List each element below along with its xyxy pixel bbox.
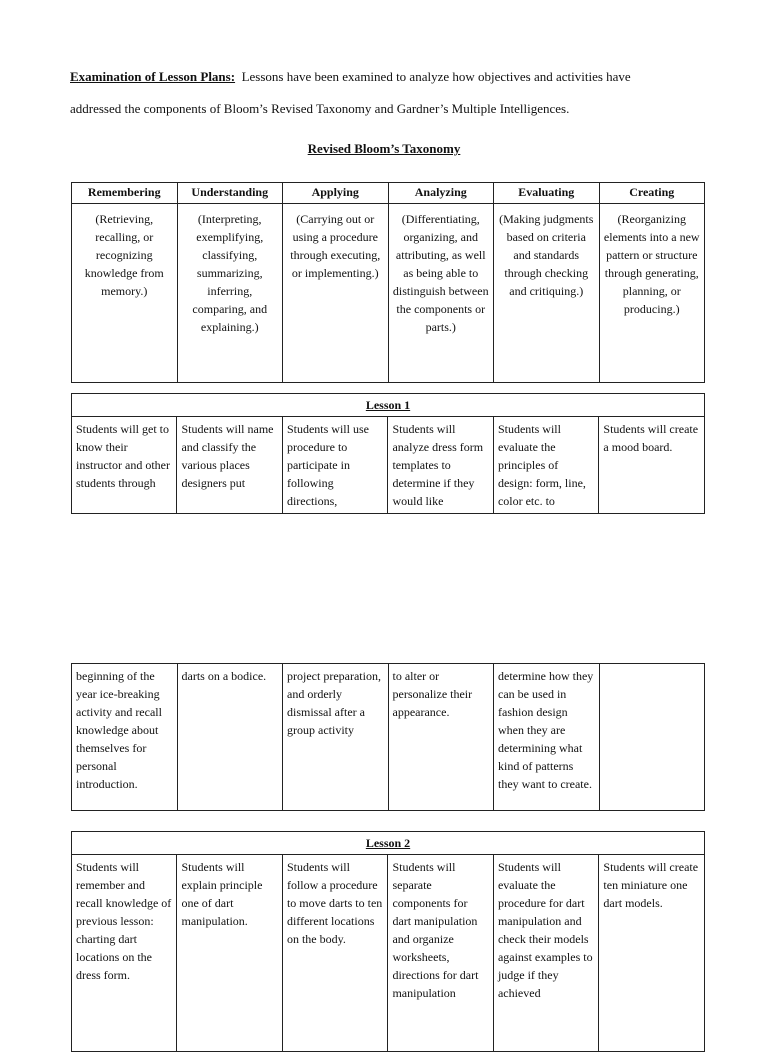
lesson-2-analyzing: Students will separate components for dart manipulation and organize worksheets, directions for dart manipulation [388, 855, 493, 1052]
lesson-1-cont-applying: project preparation, and orderly dismissal after a group activity [283, 664, 389, 811]
table-row [72, 417, 705, 514]
table-header-row [72, 183, 705, 204]
header-understanding: Understanding [177, 183, 283, 204]
lesson-2-title: Lesson 2 [72, 832, 705, 855]
table-row [72, 204, 705, 383]
lesson-1-table [71, 393, 705, 514]
header-analyzing: Analyzing [388, 183, 494, 204]
lesson-2-understanding: Students will explain principle one of dart manipulation. [177, 855, 282, 1052]
lesson-1-cont-understanding: darts on a bodice. [177, 664, 283, 811]
intro-paragraph [70, 68, 710, 116]
desc-understanding: (Interpreting, exemplifying, classifying, summarizing, inferring, comparing, and explaining.) [177, 204, 283, 383]
lesson-1-title: Lesson 1 [72, 394, 705, 417]
lesson-1-cont-creating [599, 664, 705, 811]
intro-line-2: addressed the components of Bloom’s Revised Taxonomy and Gardner’s Multiple Intelligences. [70, 101, 570, 116]
desc-analyzing: (Differentiating, organizing, and attributing, as well as being able to distinguish between the components or parts.) [388, 204, 494, 383]
header-evaluating: Evaluating [494, 183, 600, 204]
intro-text-1: Lessons have been examined to analyze how objectives and activities have [241, 69, 631, 84]
table-row [72, 664, 705, 811]
lesson-1-cont-evaluating: determine how they can be used in fashion design when they are determining what kind of patterns they want to create. [494, 664, 600, 811]
lesson-2-remembering: Students will remember and recall knowledge of previous lesson: charting dart locations on the dress form. [72, 855, 177, 1052]
lesson-1-cont-analyzing: to alter or personalize their appearance. [388, 664, 494, 811]
intro-lead: Examination of Lesson Plans: [70, 69, 236, 84]
desc-remembering: (Retrieving, recalling, or recognizing knowledge from memory.) [72, 204, 178, 383]
lesson-1-cont-remembering: beginning of the year ice-breaking activity and recall knowledge about themselves for personal introduction. [72, 664, 178, 811]
desc-applying: (Carrying out or using a procedure through executing, or implementing.) [283, 204, 389, 383]
header-creating: Creating [599, 183, 705, 204]
lesson-1-analyzing: Students will analyze dress form templates to determine if they would like [388, 417, 493, 514]
lesson-1-understanding: Students will name and classify the various places designers put [177, 417, 282, 514]
lesson-header-row [72, 832, 705, 855]
desc-creating: (Reorganizing elements into a new pattern or structure through generating, planning, or producing.) [599, 204, 705, 383]
lesson-2-evaluating: Students will evaluate the procedure for dart manipulation and check their models against examples to judge if they achieved [493, 855, 598, 1052]
bloom-taxonomy-table [71, 182, 705, 383]
lesson-1-creating: Students will create a mood board. [599, 417, 705, 514]
lesson-1-applying: Students will use procedure to participate in following directions, [282, 417, 387, 514]
header-applying: Applying [283, 183, 389, 204]
lesson-1-remembering: Students will get to know their instructor and other students through [72, 417, 177, 514]
desc-evaluating: (Making judgments based on criteria and standards through checking and critiquing.) [494, 204, 600, 383]
table-row [72, 855, 705, 1052]
lesson-2-creating: Students will create ten miniature one dart models. [599, 855, 705, 1052]
lesson-1-continued-table [71, 663, 705, 811]
lesson-2-applying: Students will follow a procedure to move darts to ten different locations on the body. [282, 855, 387, 1052]
header-remembering: Remembering [72, 183, 178, 204]
lesson-2-table [71, 831, 705, 1052]
lesson-header-row [72, 394, 705, 417]
lesson-1-evaluating: Students will evaluate the principles of design: form, line, color etc. to [493, 417, 598, 514]
taxonomy-title: Revised Bloom’s Taxonomy [307, 141, 461, 156]
intro-line-1 [70, 68, 710, 86]
